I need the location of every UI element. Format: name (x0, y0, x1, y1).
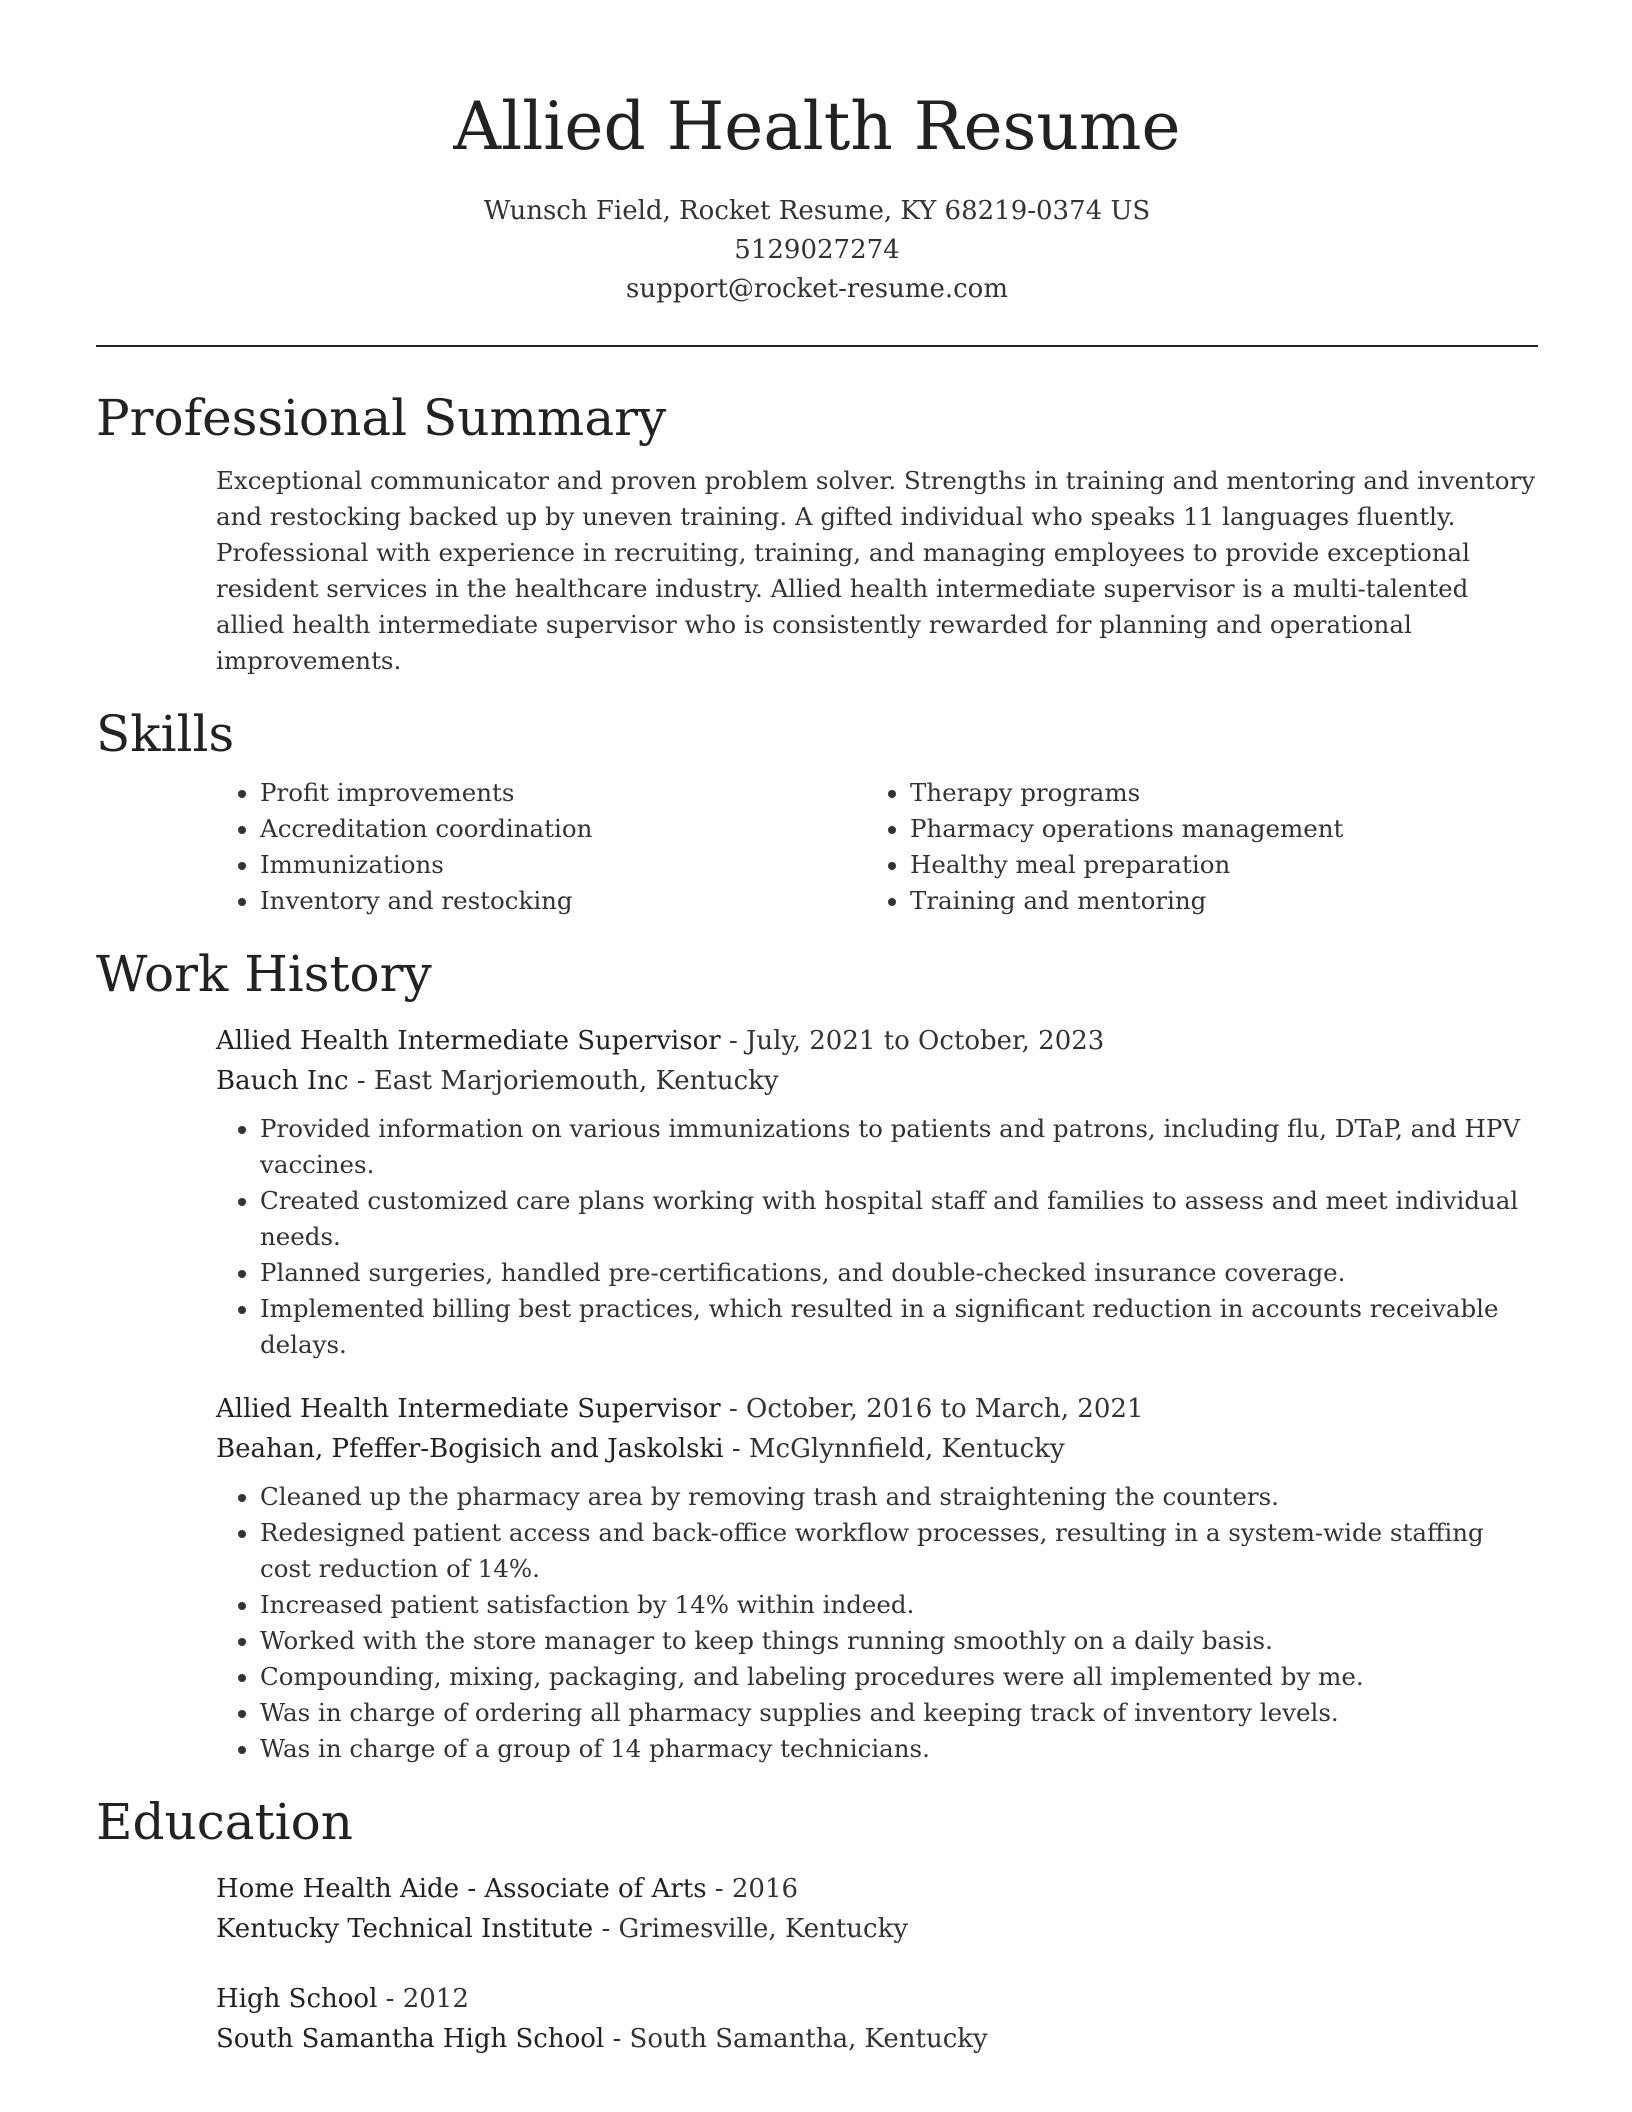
job-bullet: • Worked with the store manager to keep things running smoothly on a daily basis. (260, 1623, 1538, 1659)
education-school: Kentucky Technical Institute (216, 1914, 594, 1944)
job-company: Beahan, Pfeffer-Bogisich and Jaskolski (216, 1434, 724, 1464)
job-dates: - October, 2016 to March, 2021 (720, 1394, 1144, 1424)
summary-heading: Professional Summary (96, 389, 667, 447)
job-position: Allied Health Intermediate Supervisor (216, 1394, 721, 1424)
job-bullets (216, 1479, 1538, 1767)
resume-header (96, 0, 1538, 309)
contact-info (96, 192, 1538, 309)
job-bullet: • Increased patient satisfaction by 14% within indeed. (260, 1587, 1538, 1623)
job-bullets (216, 1111, 1538, 1363)
skills-column-left (216, 775, 866, 919)
job-bullet: • Planned surgeries, handled pre-certifications, and double-checked insurance coverage. (260, 1255, 1538, 1291)
job-entry (216, 1021, 1538, 1363)
job-position: Allied Health Intermediate Supervisor (216, 1026, 721, 1056)
resume-title: Allied Health Resume (453, 88, 1181, 165)
job-company-line (216, 1429, 1538, 1469)
education-school-line (216, 2019, 1538, 2059)
skill-item: • Training and mentoring (910, 883, 1516, 919)
work-history-heading: Work History (96, 945, 432, 1003)
job-location: - McGlynnfield, Kentucky (723, 1434, 1065, 1464)
job-bullet: • Compounding, mixing, packaging, and labeling procedures were all implemented by me. (260, 1659, 1538, 1695)
skill-item: • Inventory and restocking (260, 883, 866, 919)
education-school: South Samantha High School (216, 2024, 605, 2054)
skills-list (216, 775, 1538, 919)
education-entry (216, 1869, 1538, 1949)
skill-item: • Immunizations (260, 847, 866, 883)
header-divider (96, 345, 1538, 347)
education-year: - 2016 (706, 1874, 799, 1904)
job-company-line (216, 1061, 1538, 1101)
resume-page (96, 0, 1538, 2059)
phone: 5129027274 (734, 235, 900, 265)
education-location: - Grimesville, Kentucky (593, 1914, 909, 1944)
job-entry (216, 1389, 1538, 1767)
email: support@rocket-resume.com (625, 274, 1008, 304)
education-degree: Home Health Aide - Associate of Arts (216, 1874, 707, 1904)
education-year: - 2012 (377, 1984, 469, 2014)
job-bullet: • Cleaned up the pharmacy area by removing trash and straightening the counters. (260, 1479, 1538, 1515)
education-degree: High School (216, 1984, 378, 2014)
skill-item: • Pharmacy operations management (910, 811, 1516, 847)
skill-item: • Profit improvements (260, 775, 866, 811)
job-bullet: • Was in charge of a group of 14 pharmacy technicians. (260, 1731, 1538, 1767)
education-school-line (216, 1909, 1538, 1949)
education-entry (216, 1979, 1538, 2059)
skill-item: • Healthy meal preparation (910, 847, 1516, 883)
job-bullet: • Was in charge of ordering all pharmacy supplies and keeping track of inventory levels. (260, 1695, 1538, 1731)
education-location: - South Samantha, Kentucky (604, 2024, 988, 2054)
job-bullet: • Provided information on various immunizations to patients and patrons, including flu, DTaP, and HPV vaccines. (260, 1111, 1538, 1183)
skills-heading: Skills (96, 705, 235, 763)
job-dates: - July, 2021 to October, 2023 (720, 1026, 1105, 1056)
job-title-line (216, 1389, 1538, 1429)
job-bullet: • Redesigned patient access and back-office workflow processes, resulting in a system-wide staffing cost reduction of 14%. (260, 1515, 1538, 1587)
job-bullet: • Implemented billing best practices, which resulted in a significant reduction in accounts receivable delays. (260, 1291, 1538, 1363)
skills-column-right (866, 775, 1516, 919)
job-location: - East Marjoriemouth, Kentucky (348, 1066, 779, 1096)
skill-item: • Accreditation coordination (260, 811, 866, 847)
education-degree-line (216, 1869, 1538, 1909)
education-heading: Education (96, 1793, 353, 1851)
skill-item: • Therapy programs (910, 775, 1516, 811)
job-company: Bauch Inc (216, 1066, 349, 1096)
summary-text: Exceptional communicator and proven problem solver. Strengths in training and mentoring and inventory and restocking backed up by uneven training. A gifted individual who speaks 11 languages fluently. Professional with experience in recruiting, training, and managing employees to provide exceptional resident services in the healthcare industry. Allied health intermediate supervisor is a multi-talented allied health intermediate supervisor who is consistently rewarded for planning and operational improvements. (216, 466, 1536, 675)
job-bullet: • Created customized care plans working with hospital staff and families to assess and meet individual needs. (260, 1183, 1538, 1255)
address: Wunsch Field, Rocket Resume, KY 68219-0374 US (483, 196, 1151, 226)
education-degree-line (216, 1979, 1538, 2019)
job-title-line (216, 1021, 1538, 1061)
